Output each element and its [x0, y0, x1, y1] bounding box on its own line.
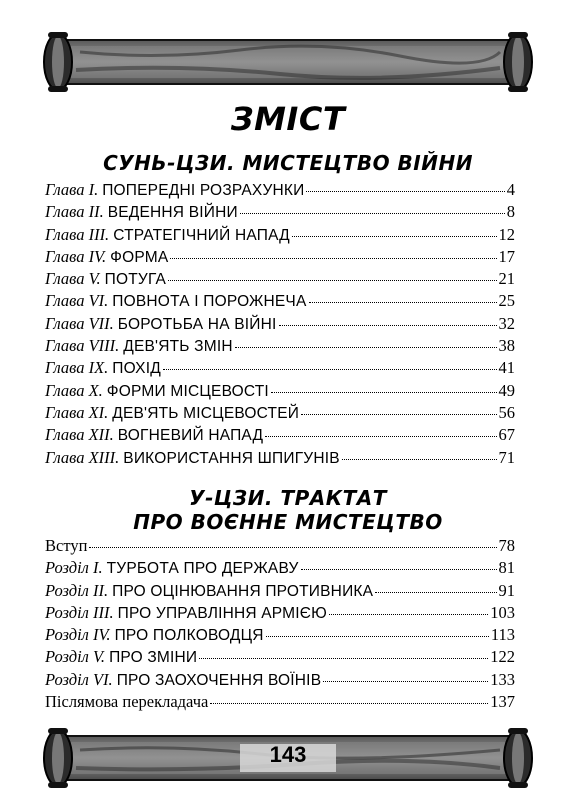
section-heading-wu-tzu-line2: ПРО ВОЄННЕ МИСТЕЦТВО: [133, 510, 443, 534]
toc-entry-title: ПРО ЗМІНИ: [109, 649, 198, 667]
toc-entry: [45, 202, 515, 224]
toc-entry: [45, 625, 515, 647]
toc-entry-title: ДЕВ'ЯТЬ ЗМІН: [123, 338, 233, 356]
top-scroll-banner: [40, 30, 536, 94]
toc-leader-dots: [309, 302, 497, 303]
page-title: ЗМІСТ: [230, 100, 346, 138]
toc-leader-dots: [210, 703, 488, 704]
toc-entry-page: 103: [490, 602, 515, 622]
toc-section-2: [45, 536, 515, 714]
toc-entry-page: 122: [490, 647, 515, 667]
toc-entry-page: 8: [506, 202, 515, 222]
toc-entry-label: Розділ IV.: [45, 625, 111, 645]
toc-entry-page: 71: [498, 447, 515, 467]
toc-entry: [45, 558, 515, 580]
toc-entry: [45, 403, 515, 425]
toc-entry-label: Глава II.: [45, 202, 104, 222]
toc-entry-title: ВИКОРИСТАННЯ ШПИГУНІВ: [123, 449, 340, 467]
toc-entry-page: 49: [498, 380, 515, 400]
toc-entry-page: 41: [498, 358, 515, 378]
toc-entry-label: Розділ V.: [45, 647, 106, 667]
bottom-scroll-banner: [40, 726, 536, 790]
toc-entry-title: ПРО ПОЛКОВОДЦЯ: [114, 627, 264, 645]
toc-entry: [45, 225, 515, 247]
toc-entry: [45, 336, 515, 358]
toc-entry-page: 67: [498, 425, 515, 445]
toc-entry-page: 4: [506, 180, 515, 199]
toc-entry-label: Глава X.: [45, 380, 103, 400]
toc-leader-dots: [329, 614, 488, 615]
toc-leader-dots: [279, 325, 497, 326]
toc-entry-title: ПРО ОЦІНЮВАННЯ ПРОТИВНИКА: [112, 582, 374, 600]
toc-entry-label: Глава XIII.: [45, 447, 120, 467]
toc-entry-page: 91: [498, 580, 515, 600]
toc-entry-label: Глава IX.: [45, 358, 109, 378]
toc-entry: [45, 247, 515, 269]
toc-entry-label: Розділ III.: [45, 602, 114, 622]
toc-entry-page: 137: [490, 692, 515, 712]
toc-entry-label: Глава I.: [45, 180, 99, 199]
toc-leader-dots: [292, 236, 497, 237]
toc-leader-dots: [271, 392, 497, 393]
toc-entry-page: 32: [498, 313, 515, 333]
section-heading-sun-tzu: СУНЬ-ЦЗИ. МИСТЕЦТВО ВІЙНИ: [103, 151, 473, 175]
toc-leader-dots: [301, 569, 497, 570]
toc-entry-label: Розділ II.: [45, 580, 109, 600]
toc-entry-page: 113: [490, 625, 515, 645]
toc-entry-label: Глава XII.: [45, 425, 114, 445]
toc-entry-label: Глава VII.: [45, 313, 114, 333]
toc-entry-title: БОРОТЬБА НА ВІЙНІ: [117, 315, 277, 333]
toc-leader-dots: [89, 547, 496, 548]
toc-entry-title: ПРО УПРАВЛІННЯ АРМІЄЮ: [117, 604, 327, 622]
toc-entry-label: Глава VIII.: [45, 336, 120, 356]
toc-entry: [45, 670, 515, 692]
toc-entry-page: 38: [498, 336, 515, 356]
toc-entry: [45, 425, 515, 447]
toc-entry-page: 17: [498, 246, 515, 266]
toc-entry-page: 12: [498, 224, 515, 244]
toc-entry-label: Глава IV.: [45, 246, 107, 266]
toc-entry-title: ДЕВ'ЯТЬ МІСЦЕВОСТЕЙ: [112, 404, 300, 422]
toc-entry-page: 56: [498, 402, 515, 422]
toc-entry-title: ФОРМА: [110, 248, 169, 266]
toc-leader-dots: [306, 191, 504, 192]
toc-entry-title: ПОВНОТА І ПОРОЖНЕЧА: [112, 293, 307, 311]
toc-entry-title: ТУРБОТА ПРО ДЕРЖАВУ: [106, 560, 299, 578]
toc-leader-dots: [170, 258, 496, 259]
toc-leader-dots: [375, 592, 496, 593]
toc-entry: [45, 381, 515, 403]
toc-entry: [45, 692, 515, 714]
toc-leader-dots: [342, 459, 497, 460]
toc-entry-page: 78: [498, 536, 515, 555]
toc-entry-page: 81: [498, 558, 515, 578]
toc-entry-label: Розділ VI.: [45, 669, 113, 689]
toc-entry-page: 133: [490, 669, 515, 689]
toc-entry: [45, 269, 515, 291]
toc-entry-title: Післямова перекладача: [45, 692, 209, 712]
toc-leader-dots: [199, 658, 488, 659]
toc-entry-title: ВЕДЕННЯ ВІЙНИ: [107, 204, 238, 222]
toc-leader-dots: [266, 636, 489, 637]
toc-leader-dots: [163, 369, 497, 370]
toc-leader-dots: [235, 347, 497, 348]
toc-leader-dots: [168, 280, 496, 281]
toc-entry-title: Вступ: [45, 536, 88, 555]
toc-section-1: [45, 180, 515, 470]
toc-entry-title: СТРАТЕГІЧНИЙ НАПАД: [113, 226, 290, 244]
toc-leader-dots: [323, 681, 488, 682]
toc-entry: [45, 581, 515, 603]
toc-entry: [45, 603, 515, 625]
toc-entry-title: ПРО ЗАОХОЧЕННЯ ВОЇНІВ: [116, 671, 322, 689]
toc-entry: [45, 536, 515, 558]
toc-entry-title: ПОХІД: [112, 360, 161, 378]
toc-entry: [45, 358, 515, 380]
toc-entry-label: Глава XI.: [45, 402, 109, 422]
section-heading-wu-tzu-line1: У-ЦЗИ. ТРАКТАТ: [189, 486, 387, 510]
toc-entry-label: Глава VI.: [45, 291, 109, 311]
toc-leader-dots: [240, 213, 505, 214]
toc-entry: [45, 448, 515, 470]
toc-entry: [45, 314, 515, 336]
toc-entry-page: 21: [498, 269, 515, 289]
toc-entry-title: ПОТУГА: [104, 271, 167, 289]
toc-entry-title: ВОГНЕВИЙ НАПАД: [117, 427, 264, 445]
toc-entry: [45, 180, 515, 202]
toc-entry-page: 25: [498, 291, 515, 311]
toc-leader-dots: [301, 414, 496, 415]
page-number: 143: [269, 742, 307, 767]
toc-entry-label: Розділ I.: [45, 558, 103, 578]
toc-entry: [45, 291, 515, 313]
toc-leader-dots: [265, 436, 496, 437]
toc-entry: [45, 647, 515, 669]
toc-entry-title: ФОРМИ МІСЦЕВОСТІ: [106, 382, 269, 400]
toc-entry-label: Глава V.: [45, 269, 101, 289]
toc-entry-title: ПОПЕРЕДНІ РОЗРАХУНКИ: [102, 182, 305, 199]
toc-entry-label: Глава III.: [45, 224, 110, 244]
